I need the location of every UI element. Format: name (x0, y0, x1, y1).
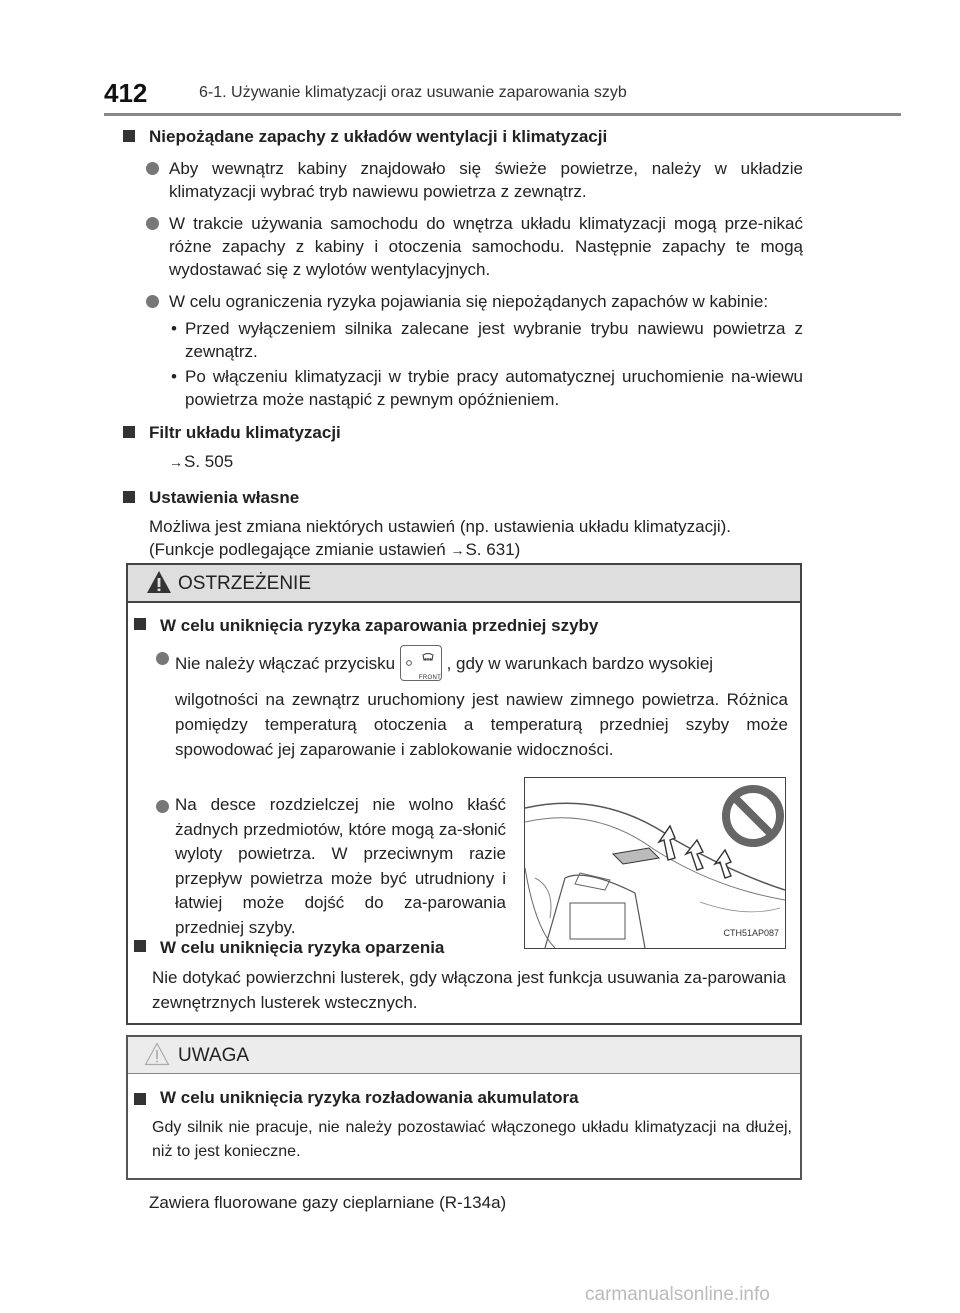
image-code: CTH51AP087 (721, 921, 781, 946)
chapter-title: 6-1. Używanie klimatyzacji oraz usuwanie zaparowania szyb (199, 84, 627, 101)
front-button-label: FRONT (418, 675, 442, 681)
warning-triangle-icon (146, 570, 172, 594)
page-reference-link[interactable]: →S. 505 (169, 452, 234, 471)
custom-text: Możliwa jest zmiana niektórych ustawień (np. ustawienia układu klimatyzacji). (Funkcje podlegające zmianie ustawień →S. 631) (149, 517, 732, 559)
warning-heading-fogging: W celu uniknięcia ryzyka zaparowania przedniej szyby (134, 613, 810, 638)
warning-bullet-dashboard: Na desce rozdzielczej nie wolno kłaść żadnych przedmiotów, które mogą za-słonić wyloty powietrza. W przeciwnym razie przepływ powietrza może być utrudniony i łatwiej może dojść do za-parowania przedniej szyby. (156, 793, 506, 941)
note-box (126, 1035, 802, 1180)
main-content (123, 125, 803, 562)
dashboard-illustration (524, 777, 786, 949)
circle-bullet-icon (146, 295, 159, 308)
header-divider (104, 113, 901, 116)
prohibition-icon (726, 789, 780, 843)
bullet-item: W celu ograniczenia ryzyka pojawiania się niepożądanych zapachów w kabinie: (123, 290, 803, 313)
circle-bullet-icon (146, 162, 159, 175)
sub-item: • Po włączeniu klimatyzacji w trybie pracy automatycznej uruchomienie na-wiewu powietrza może nastąpić z pewnym opóźnieniem. (171, 367, 803, 409)
dot-marker-icon: • (171, 367, 177, 386)
bullet-item: Aby wewnątrz kabiny znajdowało się świeże powietrze, należy w układzie klimatyzacji wybrać tryb nawiewu powietrza z zewnątrz. (123, 157, 803, 203)
warning-header (128, 565, 800, 603)
warning-box (126, 563, 802, 1025)
circle-bullet-icon (146, 217, 159, 230)
square-bullet-icon (134, 940, 146, 952)
dot-marker-icon: • (171, 319, 177, 338)
sub-item: • Przed wyłączeniem silnika zalecane jest wybranie trybu nawiewu powietrza z zewnątrz. (171, 319, 803, 361)
square-bullet-icon (123, 426, 135, 438)
warning-title: OSTRZEŻENIE (178, 573, 312, 594)
section-heading-custom: Ustawienia własne (123, 486, 803, 509)
square-bullet-icon (134, 1093, 146, 1105)
circle-bullet-icon (156, 652, 169, 665)
square-bullet-icon (123, 491, 135, 503)
page-reference-link[interactable]: S. 631) (465, 540, 521, 559)
note-text: Gdy silnik nie pracuje, nie należy pozostawiać włączonego układu klimatyzacji na dłużej, niż to jest konieczne. (152, 1119, 792, 1160)
warning-bullet-front-button: Nie należy włączać przycisku FRONT , gdy w warunkach bardzo wysokiej wilgotności na zewnątrz uruchomiony jest nawiew zimnego powietrza. Różnica pomiędzy temperaturą otoczenia a temperaturą przedniej szyby może spowodować jej zaparowanie i zablokowanie widoczności. (156, 645, 788, 762)
warning-burns-text: Nie dotykać powierzchni lusterek, gdy włączona jest funkcja usuwania za-parowania zewnętrznych lusterek wstecznych. (152, 968, 786, 1012)
arrow-right-icon: → (169, 454, 183, 470)
note-header (128, 1037, 800, 1074)
section-heading-odors: Niepożądane zapachy z układów wentylacji i klimatyzacji (123, 125, 803, 148)
front-defog-button-icon (400, 645, 442, 681)
arrow-right-icon: → (450, 542, 465, 558)
page-number: 412 (104, 78, 148, 108)
note-heading: W celu uniknięcia ryzyka rozładowania akumulatora (134, 1088, 810, 1108)
caution-triangle-icon (144, 1042, 170, 1066)
footer-text: Zawiera fluorowane gazy cieplarniane (R-134a) (149, 1193, 507, 1212)
bullet-item: W trakcie używania samochodu do wnętrza układu klimatyzacji mogą prze-nikać różne zapachy z kabiny i otoczenia samochodu. Następnie zapachy te mogą wydostawać się z wylotów wentylacyjnych. (123, 212, 803, 281)
watermark: carmanualsonline.info (585, 1284, 770, 1305)
warning-heading-burns: W celu uniknięcia ryzyka oparzenia (134, 935, 540, 960)
square-bullet-icon (123, 130, 135, 142)
square-bullet-icon (134, 618, 146, 630)
section-heading-filter: Filtr układu klimatyzacji (123, 421, 803, 444)
note-title: UWAGA (178, 1045, 250, 1066)
circle-bullet-icon (156, 800, 169, 813)
